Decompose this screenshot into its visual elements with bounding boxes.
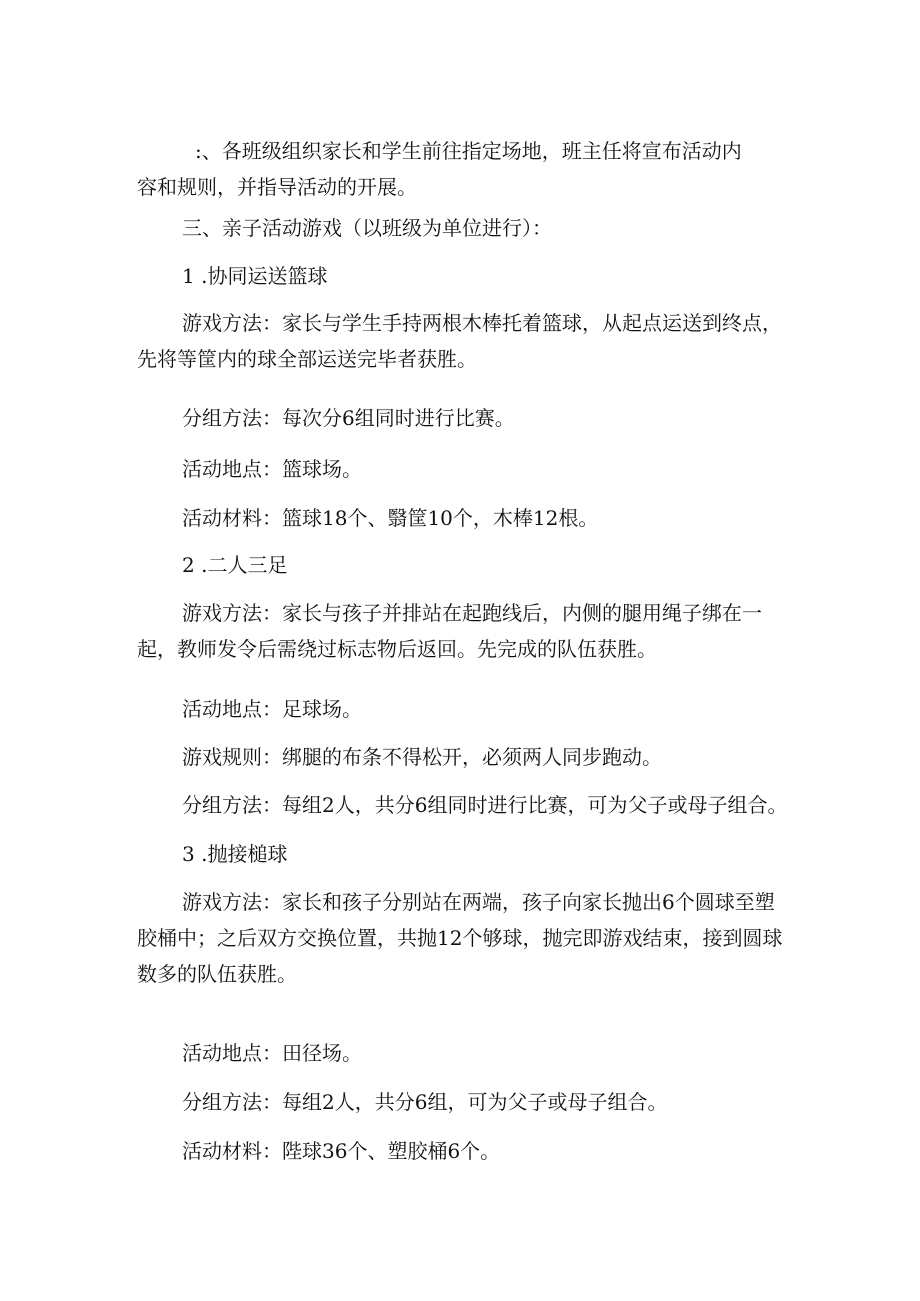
game-heading-three-legged: 2 .二人三足 (182, 553, 288, 577)
game-heading-basketball: 1 .协同运送篮球 (182, 264, 328, 288)
paragraph-throw-catch-location: 活动地点：田径场。 (182, 1041, 362, 1065)
section-heading-games: 三、亲子活动游戏（以班级为单位进行）： (182, 216, 552, 240)
paragraph-arrangement: :、各班级组织家长和学生前往指定场地，班主任将宣布活动内容和规则，并指导活动的开展。 (137, 139, 742, 199)
paragraph-three-legged-rules: 游戏规则：绑腿的布条不得松开，必须两人同步跑动。 (182, 745, 662, 769)
paragraph-basketball-method: 游戏方法：家长与学生手持两根木棒托着篮球，从起点运送到终点，先将等筐内的球全部运送完毕者获胜。 (137, 311, 782, 371)
paragraph-basketball-grouping: 分组方法：每次分6组同时进行比赛。 (182, 406, 515, 430)
paragraph-basketball-location: 活动地点：篮球场。 (182, 457, 362, 481)
game-heading-throw-catch: 3 .抛接槌球 (182, 842, 288, 866)
paragraph-three-legged-method: 游戏方法：家长与孩子并排站在起跑线后，内侧的腿用绳子绑在一起，教师发令后需绕过标志物后返回。先完成的队伍获胜。 (137, 601, 762, 661)
paragraph-three-legged-location: 活动地点：足球场。 (182, 697, 362, 721)
paragraph-throw-catch-method: 游戏方法：家长和孩子分别站在两端，孩子向家长抛出6个圆球至塑胶桶中；之后双方交换位置，共抛12个够球，抛完即游戏结束，接到圆球数多的队伍获胜。 (137, 890, 783, 986)
paragraph-throw-catch-materials: 活动材料：陛球36个、塑胶桶6个。 (182, 1139, 501, 1163)
paragraph-three-legged-grouping: 分组方法：每组2人，共分6组同时进行比赛，可为父子或母子组合。 (182, 793, 788, 817)
paragraph-throw-catch-grouping: 分组方法：每组2人，共分6组，可为父子或母子组合。 (182, 1090, 668, 1114)
paragraph-basketball-materials: 活动材料：篮球18个、翳筐10个，木棒12根。 (182, 506, 599, 530)
